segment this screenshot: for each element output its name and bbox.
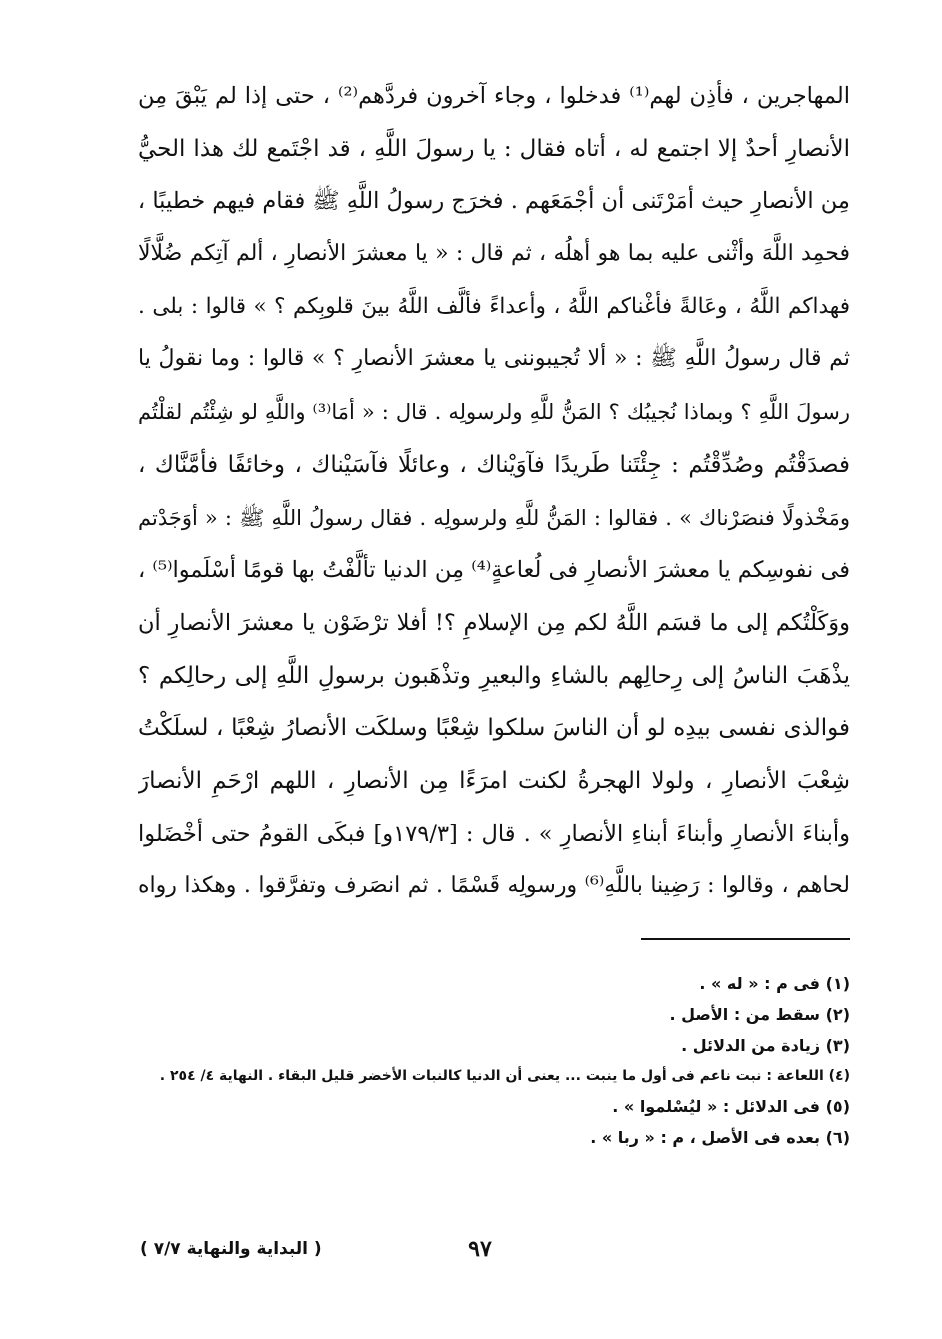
text-line: مِن الأنصارِ حيث أمَرْتَنى أن أجْمَعَهم . فخرَج رسولُ اللَّهِ ﷺ فقام فيهم خطيبًا ، <box>138 188 850 215</box>
text-line: شِعْبَ الأنصارِ ، ولولا الهجرةُ لكنت امرَءًا مِن الأنصارِ ، اللهم ارْحَمِ الأنصارَ <box>138 767 850 794</box>
page-number: ٩٧ <box>468 1236 492 1262</box>
footnote: (٥) فى الدلائل : « ليُسْلموا » . <box>612 1097 850 1117</box>
text-line: لحاهم ، وقالوا : رَضِينا باللَّهِ⁽⁶⁾ ورسولِه قَسْمًا . ثم انصَرف وتفرَّقوا . وهكذا رواه <box>138 873 850 899</box>
text-line: ومَخْذولًا فنصَرْناك » . فقالوا : المَنُّ للَّهِ ولرسولِه . فقال رسولُ اللَّهِ ﷺ : « أوَجَدْتم <box>138 505 850 530</box>
footnote-separator <box>641 938 850 940</box>
footnote: (٢) سقط من : الأصل . <box>669 1004 850 1024</box>
text-line: رسولَ اللَّهِ ؟ وبماذا نُجيبُك ؟ المَنُّ للَّهِ ولرسولِه . قال : « أمَا⁽³⁾ واللَّهِ لو شِئْتُم لقلْتُم <box>138 400 850 425</box>
text-line: فصدَقْتُم وصُدِّقْتُم : جِئْتَنا طَريدًا فآوَيْناك ، وعائلًا فآسَيْناك ، وخائفًا فأمَّنَّاك ، <box>138 451 850 478</box>
text-line: فهداكم اللَّهُ ، وعَالةً فأغْناكم اللَّهُ ، وأعداءً فألَّف اللَّهُ بينَ قلوبِكم ؟ » قالوا : بلى . <box>138 293 850 319</box>
footnote: (١) فى م : « له » . <box>699 974 850 993</box>
text-line: فوالذى نفسى بيدِه لو أن الناسَ سلكوا شِعْبًا وسلكَت الأنصارُ شِعْبًا ، لسلَكْتُ <box>138 715 850 742</box>
footnote: (٤) اللعاعة : نبت ناعم فى أول ما ينبت ... يعنى أن الدنيا كالنبات الأخضر قليل البقاء . النهاية ٤/ ٢٥٤ . <box>159 1068 850 1085</box>
text-line: فحمِد اللَّهَ وأثْنى عليه بما هو أهلُه ، ثم قال : « يا معشرَ الأنصارِ ، ألم آتِكم ضُلَّالًا <box>138 241 850 267</box>
text-line: ثم قال رسولُ اللَّهِ ﷺ : « ألا تُجيبوننى يا معشرَ الأنصارِ ؟ » قالوا : وما نقولُ يا <box>138 346 850 372</box>
main-text-block <box>138 70 850 913</box>
footnotes-block <box>138 969 850 1154</box>
text-line: يذْهَبَ الناسُ إلى رِحالِهم بالشاءِ والبعيرِ وتذْهَبون برسولِ اللَّهِ إلى رحالِكم ؟ <box>138 662 850 689</box>
text-line: فى نفوسِكم يا معشرَ الأنصارِ فى لُعاعةٍ⁽⁴⁾ مِن الدنيا تألَّفْتُ بها قومًا أسْلَموا⁽⁵⁾ ، <box>138 557 850 584</box>
text-line: ووَكَلْتُكم إلى ما قسَم اللَّهُ لكم مِن الإسلامِ ؟! أفلا ترْضَوْن يا معشرَ الأنصارِ أن <box>138 609 850 636</box>
footnote: (٦) بعده فى الأصل ، م : « ربا » . <box>590 1127 850 1147</box>
text-line: المهاجرين ، فأذِن لهم⁽¹⁾ فدخلوا ، وجاء آخرون فردَّهم⁽²⁾ ، حتى إذا لم يَبْقَ مِن <box>138 83 850 109</box>
text-line: الأنصارِ أحدٌ إلا اجتمع له ، أتاه فقال : يا رسولَ اللَّهِ ، قد اجْتَمع لك هذا الحيُّ <box>138 135 850 162</box>
text-line: وأبناءَ الأنصارِ وأبناءَ أبناءِ الأنصارِ » . قال : [١٧٩/٣و] فبكَى القومُ حتى أخْضَلوا <box>138 820 850 847</box>
running-footer: ( البداية والنهاية ٧/٧ ) <box>140 1239 322 1259</box>
footnote: (٣) زيادة من الدلائل . <box>681 1035 850 1055</box>
